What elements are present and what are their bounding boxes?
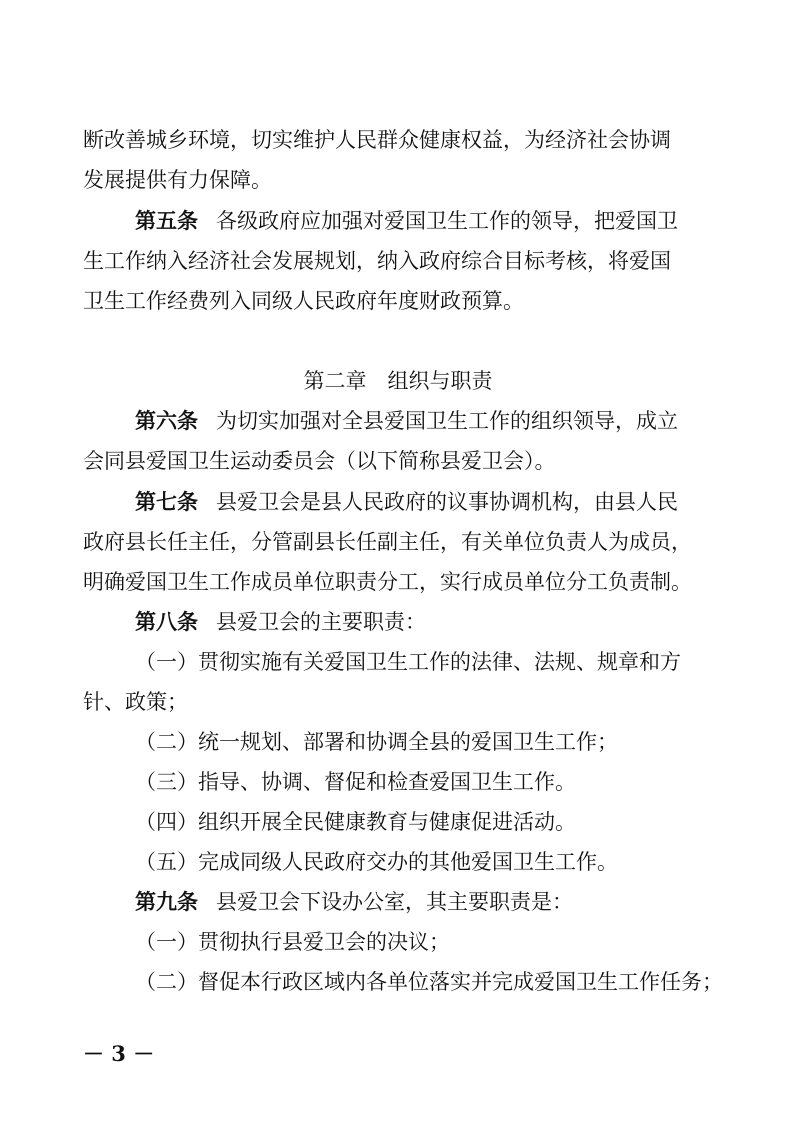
article-text: 为切实加强对全县爱国卫生工作的组织领导，成立 xyxy=(216,409,678,433)
body-line: 断改善城乡环境，切实维护人民群众健康权益，为经济社会协调 xyxy=(83,128,671,152)
chapter-title: 第二章 组织与职责 xyxy=(303,369,493,393)
body-line: 生工作纳入经济社会发展规划，纳入政府综合目标考核，将爱国 xyxy=(83,249,671,273)
body-line: 政府县长任主任，分管副县长任副主任，有关单位负责人为成员， xyxy=(83,530,692,554)
article-label: 第九条 xyxy=(135,890,198,914)
article-label: 第七条 xyxy=(135,490,198,514)
page-number: － 3 － xyxy=(83,1041,155,1066)
article-text: 县爱卫会是县人民政府的议事协调机构，由县人民 xyxy=(216,490,678,514)
article-text: 县爱卫会下设办公室，其主要职责是： xyxy=(216,890,573,914)
article-label: 第五条 xyxy=(135,209,198,233)
body-line: 卫生工作经费列入同级人民政府年度财政预算。 xyxy=(83,289,524,313)
article-8 xyxy=(83,607,713,637)
article-9 xyxy=(83,887,713,917)
article-label: 第八条 xyxy=(135,610,198,634)
body-line: 会同县爱国卫生运动委员会（以下简称县爱卫会）。 xyxy=(83,449,556,473)
body-line: 针、政策； xyxy=(83,690,188,714)
article-6 xyxy=(83,406,713,436)
body-line: （一）贯彻执行县爱卫会的决议； xyxy=(135,930,450,954)
body-line: （四）组织开展全民健康教育与健康促进活动。 xyxy=(135,810,576,834)
article-label: 第六条 xyxy=(135,409,198,433)
article-5 xyxy=(83,206,713,236)
article-7 xyxy=(83,487,713,517)
body-line: 发展提供有力保障。 xyxy=(83,168,272,192)
article-text: 县爱卫会的主要职责： xyxy=(216,610,426,634)
body-line: （二）督促本行政区域内各单位落实并完成爱国卫生工作任务； xyxy=(135,970,723,994)
body-line: （三）指导、协调、督促和检查爱国卫生工作。 xyxy=(135,770,576,794)
body-line: 明确爱国卫生工作成员单位职责分工，实行成员单位分工负责制。 xyxy=(83,570,692,594)
body-line: （一）贯彻实施有关爱国卫生工作的法律、法规、规章和方 xyxy=(135,650,681,674)
body-line: （五）完成同级人民政府交办的其他爱国卫生工作。 xyxy=(135,850,618,874)
body-line: （二）统一规划、部署和协调全县的爱国卫生工作； xyxy=(135,730,618,754)
article-text: 各级政府应加强对爱国卫生工作的领导，把爱国卫 xyxy=(216,209,678,233)
